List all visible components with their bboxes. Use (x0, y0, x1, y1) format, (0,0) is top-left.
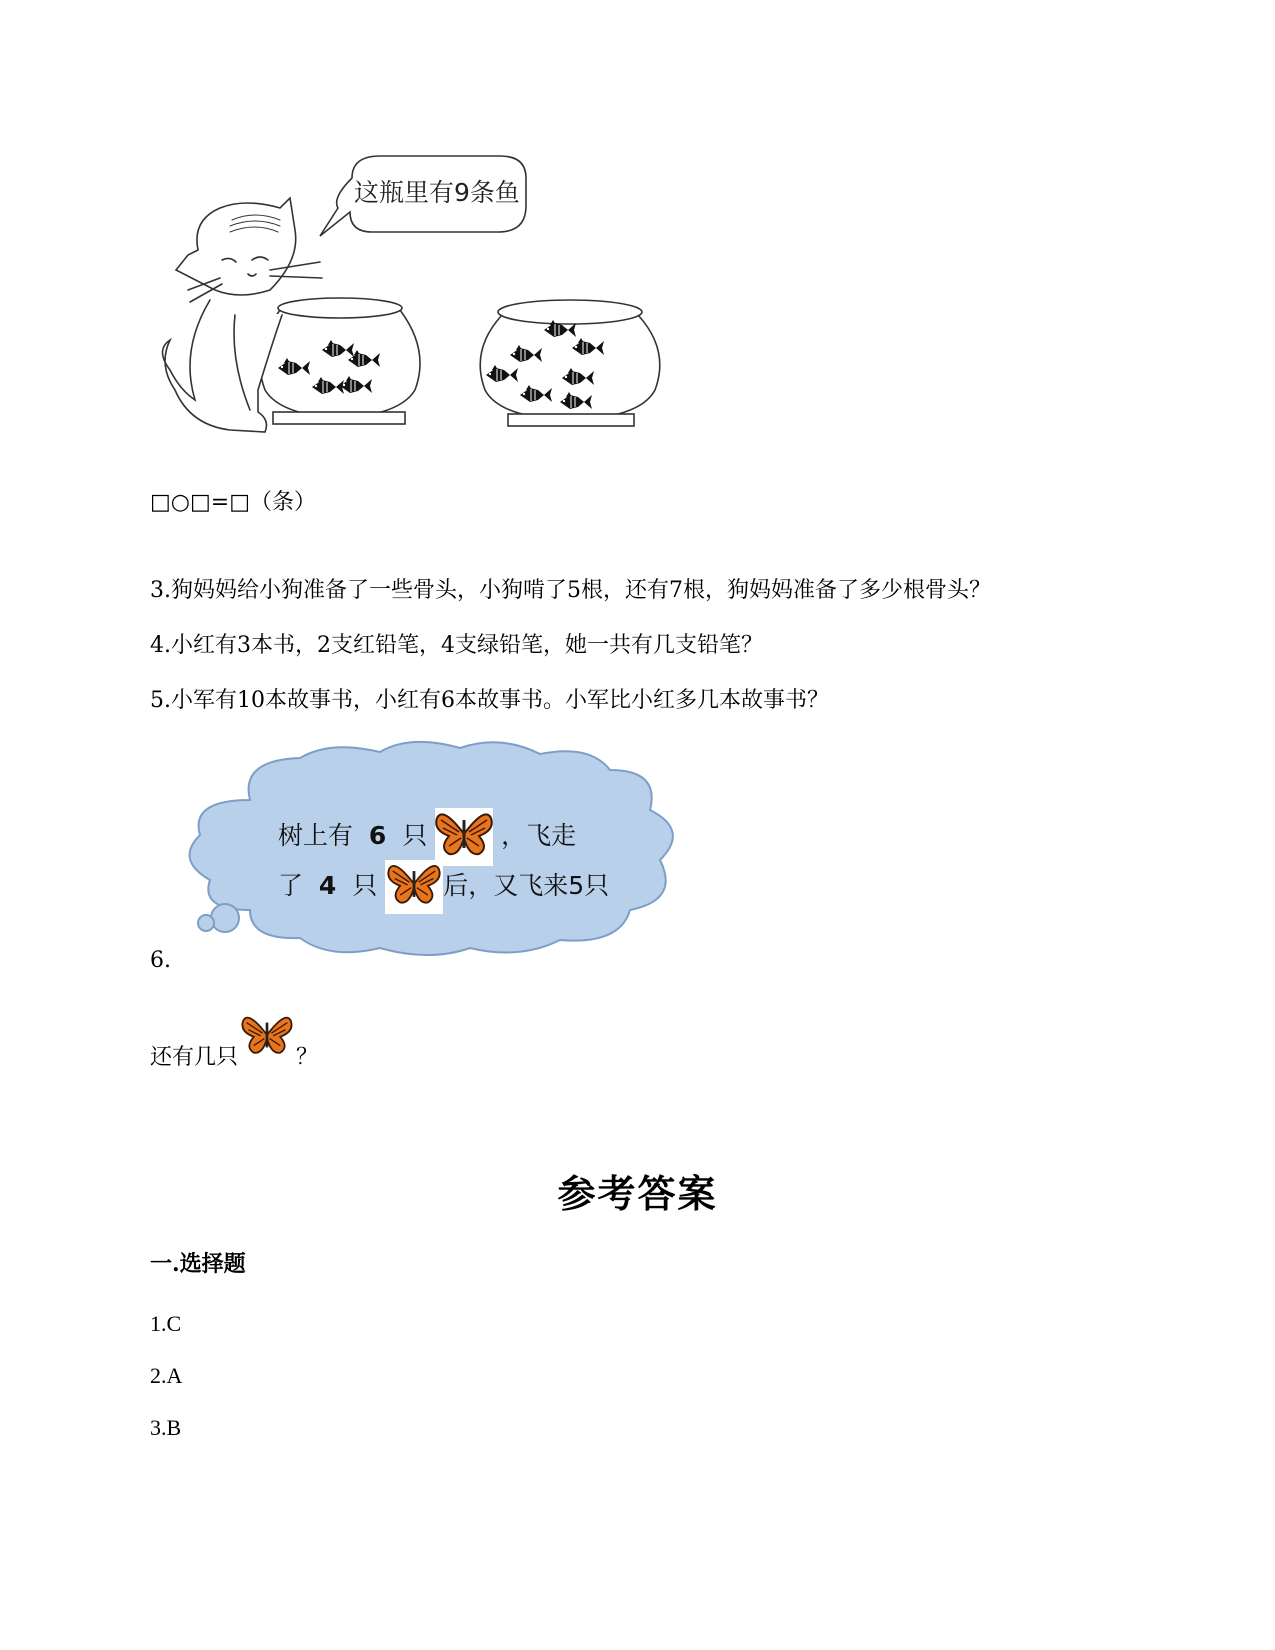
cloud-line-2 (278, 860, 609, 914)
formula-blank: □○□=□（条） (150, 490, 316, 515)
question-3: 3.狗妈妈给小狗准备了一些骨头，小狗啃了5根，还有7根，狗妈妈准备了多少根骨头？ (150, 578, 991, 603)
cloud-text: 后，又飞来5只 (443, 871, 610, 900)
cloud-text: 了 (278, 871, 304, 900)
question-5: 5.小军有10本故事书，小红有6本故事书。小军比小红多几本故事书？ (150, 688, 829, 713)
answer-item: 1.C (150, 1311, 182, 1336)
butterfly-icon (435, 808, 493, 866)
answer-item: 2.A (150, 1363, 183, 1388)
cloud-number: 6 (368, 821, 387, 850)
answers-section-heading: 一.选择题 (150, 1251, 246, 1277)
cloud-text: 只 (352, 871, 378, 900)
butterfly-icon (238, 1012, 296, 1067)
speech-bubble (320, 156, 526, 236)
answers-title: 参考答案 (557, 1171, 718, 1216)
cloud-number: 4 (318, 871, 337, 900)
cat-fishbowl-illustration (140, 150, 680, 450)
speech-text: 这瓶里有9条鱼 (354, 178, 520, 207)
answer-item: 3.B (150, 1415, 182, 1440)
question-4: 4.小红有3本书，2支红铅笔，4支绿铅笔，她一共有几支铅笔？ (150, 633, 763, 658)
question-6-text-a: 还有几只 (150, 1045, 239, 1070)
cloud-text: 只 (402, 821, 428, 850)
question-6-text (150, 1018, 318, 1073)
butterfly-icon (385, 860, 443, 914)
question-6-number: 6. (150, 948, 171, 973)
cloud-line-1 (278, 808, 576, 866)
fishbowl-left (260, 298, 420, 424)
cloud-text: 树上有 (278, 821, 354, 850)
cloud-text: ，飞走 (501, 821, 577, 850)
question-6-text-b: ？ (296, 1045, 319, 1070)
